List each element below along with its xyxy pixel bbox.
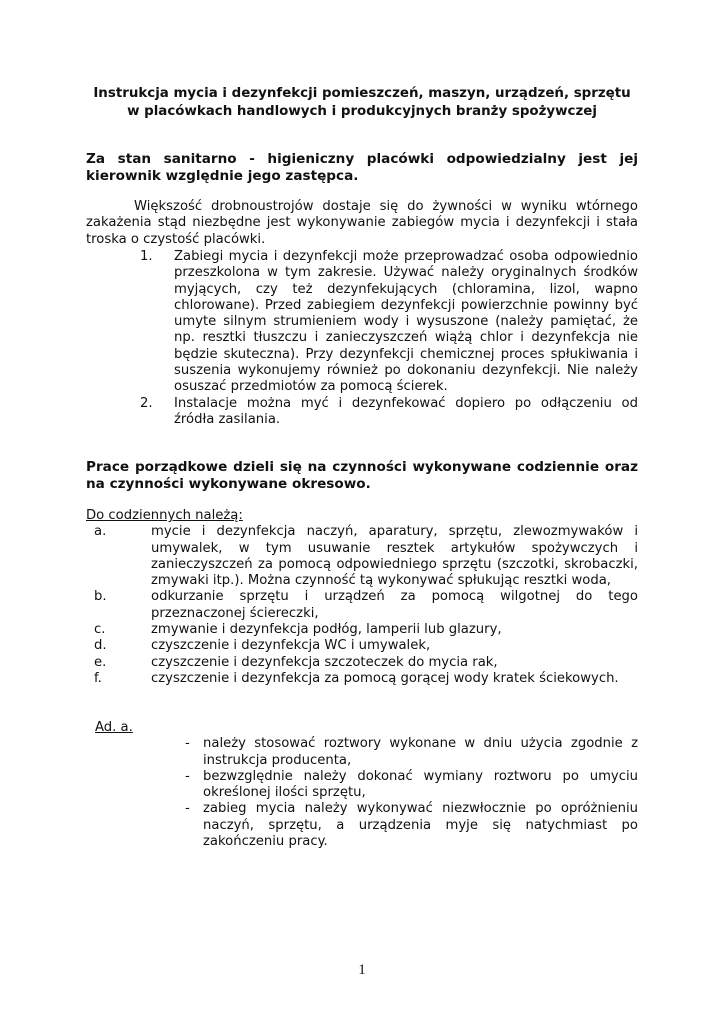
- page-number: 1: [358, 962, 366, 978]
- item-text: bezwzględnie należy dokonać wymiany roztworu po umyciu określonej ilości sprzętu,: [203, 768, 638, 801]
- item-text: Zabiegi mycia i dezynfekcji może przeprowadzać osoba odpowiednio przeszkolona w tym zakresie. Używać należy oryginalnych środków myjących, czy też dezynfekujących (chloramina, lizol, wapno chlorowane). Przed zabiegiem dezynfekcji powierzchnie powinny być umyte silnym strumieniem wody i wysuszone (należy pamiętać, że np. resztki tłuszczu i zanieczyszczeń wiążą chlor i dezynfekcja nie będzie skuteczna). Przy dezynfekcji chemicznej proces spłukiwania i suszenia wykonujemy również po dokonaniu dezynfekcji. Nie należy osuszać przedmiotów za pomocą ścierek.: [174, 249, 638, 395]
- item-marker: f.: [94, 670, 102, 686]
- item-marker: -: [185, 768, 190, 784]
- daily-label: Do codziennych należą:: [86, 508, 243, 523]
- heading-cleaning-work: Prace porządkowe dzieli się na czynności wykonywane codziennie oraz na czynności wykonywane okresowo.: [86, 459, 638, 492]
- list-item: [86, 671, 638, 687]
- item-marker: d.: [94, 638, 107, 654]
- daily-list: [86, 524, 638, 687]
- item-number: 2.: [140, 395, 153, 411]
- list-item: [86, 524, 638, 589]
- list-item: [86, 622, 638, 638]
- item-text: Instalacje można myć i dezynfekować dopiero po odłączeniu od źródła zasilania.: [174, 395, 638, 427]
- item-marker: a.: [94, 524, 107, 540]
- document-title: [80, 85, 644, 121]
- daily-section: [86, 508, 638, 687]
- heading-responsibility: Za stan sanitarno - higieniczny placówki odpowiedzialny jest jej kierownik względnie jego zastępca.: [86, 151, 638, 184]
- item-text: mycie i dezynfekcja naczyń, aparatury, sprzętu, zlewozmywaków i umywalek, w tym usuwanie resztek artykułów spożywczych i zanieczyszczeń za pomocą odpowiedniego sprzętu (szczotki, skrobaczki, zmywaki itp.). Można czynność tą wykonywać spłukując resztki woda,: [151, 524, 638, 589]
- intro-paragraph: Większość drobnoustrojów dostaje się do żywności w wyniku wtórnego zakażenia stąd niezbędne jest wykonywanie zabiegów mycia i dezynfekcji i stała troska o czystość placówki.: [86, 199, 638, 247]
- list-item: [86, 589, 638, 622]
- list-item: [86, 396, 638, 429]
- item-marker: c.: [94, 622, 106, 638]
- list-item: [86, 249, 638, 396]
- item-marker: e.: [94, 654, 107, 670]
- list-item: [86, 769, 638, 802]
- item-text: zabieg mycia należy wykonywać niezwłocznie po opróżnieniu naczyń, sprzętu, a urządzenia myje się natychmiast po zakończeniu pracy.: [203, 801, 638, 850]
- title-line: w placówkach handlowych i produkcyjnych branży spożywczej: [127, 104, 597, 119]
- item-text: odkurzanie sprzętu i urządzeń za pomocą wilgotnej do tego przeznaczonej ściereczki,: [151, 589, 638, 621]
- item-marker: -: [185, 801, 190, 817]
- item-marker: b.: [94, 589, 107, 605]
- ad-list: [86, 736, 638, 850]
- item-text: czyszczenie i dezynfekcja WC i umywalek,: [151, 638, 431, 654]
- item-text: należy stosować roztwory wykonane w dniu użycia zgodnie z instrukcja producenta,: [203, 736, 638, 768]
- list-item: [86, 638, 638, 654]
- list-item: [86, 736, 638, 769]
- item-text: czyszczenie i dezynfekcja za pomocą gorącej wody kratek ściekowych.: [151, 670, 619, 686]
- item-marker: -: [185, 736, 190, 752]
- numbered-list: [86, 249, 638, 428]
- ad-section: [86, 720, 638, 850]
- item-text: czyszczenie i dezynfekcja szczoteczek do mycia rak,: [151, 654, 498, 670]
- list-item: [86, 801, 638, 850]
- ad-label: Ad. a.: [95, 720, 133, 735]
- item-text: zmywanie i dezynfekcja podłóg, lamperii lub glazury,: [151, 622, 502, 638]
- title-line: Instrukcja mycia i dezynfekcji pomieszczeń, maszyn, urządzeń, sprzętu: [93, 86, 631, 101]
- item-number: 1.: [140, 249, 153, 264]
- list-item: [86, 655, 638, 671]
